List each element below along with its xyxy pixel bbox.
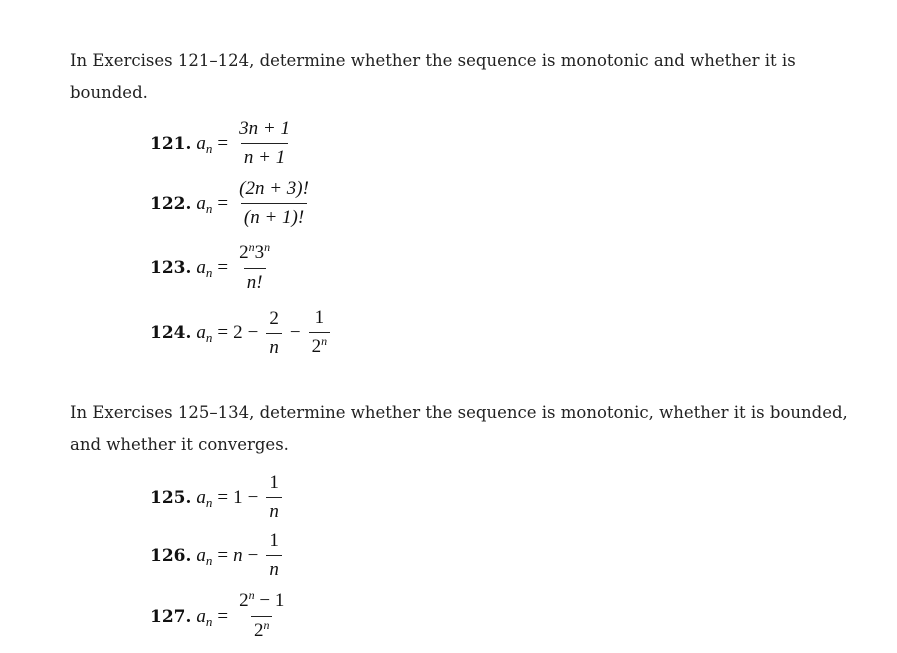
minus-sign: −: [247, 322, 259, 343]
formula: [196, 590, 290, 643]
exercise-121: [150, 118, 296, 169]
denominator: (n + 1)!: [241, 203, 307, 229]
minus-sign: −: [247, 544, 259, 566]
exercise-number: 124.: [150, 323, 192, 343]
numerator: 1: [269, 472, 279, 493]
equals-sign: =: [217, 544, 229, 566]
equals-sign: =: [217, 605, 229, 627]
minus-sign: −: [289, 322, 301, 343]
formula: [196, 178, 315, 229]
section-intro-125-134: In Exercises 125–134, determine whether the sequence is monotonic, whether it is bounded, and whether it converges.: [70, 402, 848, 454]
sequence-var: a: [196, 192, 206, 214]
exercise-123: [150, 242, 276, 294]
sequence-index: n: [205, 200, 213, 216]
denominator-base: 2: [253, 620, 264, 641]
exercise-number: 123.: [150, 258, 192, 278]
fraction: [309, 307, 331, 359]
exercise-number: 125.: [150, 487, 192, 508]
denominator-exp: n: [263, 618, 270, 632]
exercise-124: [150, 307, 333, 359]
sequence-var: a: [196, 544, 206, 566]
denominator: [309, 332, 331, 359]
fraction: [266, 530, 282, 581]
exercise-number: 126.: [150, 545, 192, 566]
fraction: [236, 118, 293, 169]
fraction: [266, 472, 282, 523]
sequence-var: a: [196, 486, 206, 508]
denominator: n: [266, 555, 282, 581]
denominator: [251, 616, 273, 643]
formula: [196, 307, 333, 359]
exercise-127: [150, 590, 290, 643]
numerator: 2: [269, 307, 279, 329]
exercise-number: 121.: [150, 133, 192, 154]
sequence-var: a: [196, 132, 206, 154]
formula: [196, 118, 296, 169]
sequence-index: n: [205, 494, 213, 510]
sequence-var: a: [196, 257, 206, 278]
formula: [196, 530, 284, 581]
sequence-index: n: [205, 330, 213, 345]
numerator-exp: n: [248, 588, 255, 602]
formula: [196, 472, 284, 523]
equals-sign: =: [217, 486, 229, 508]
equals-sign: =: [217, 132, 229, 154]
numerator-exp-a: n: [248, 240, 255, 254]
minus-sign: −: [247, 486, 259, 508]
denominator-exp: n: [321, 334, 328, 348]
numerator-base: 2: [239, 590, 249, 611]
denominator: n + 1: [241, 143, 288, 169]
denominator: n: [266, 497, 282, 523]
exercise-number: 127.: [150, 606, 192, 627]
numerator: (2n + 3)!: [239, 178, 309, 199]
numerator: [236, 242, 273, 268]
denominator: n!: [244, 268, 266, 294]
sequence-index: n: [205, 140, 213, 156]
sequence-var: a: [196, 322, 206, 343]
exercise-126: [150, 530, 285, 581]
numerator: 1: [269, 530, 279, 551]
sequence-index: n: [205, 552, 213, 568]
leading-term: 2: [233, 322, 243, 343]
numerator-tail: − 1: [254, 590, 285, 611]
fraction: [266, 308, 282, 359]
sequence-index: n: [205, 613, 213, 629]
exercise-122: [150, 178, 315, 229]
equals-sign: =: [217, 322, 229, 343]
leading-term: 1: [233, 486, 243, 508]
numerator-base-b: 3: [254, 242, 265, 263]
formula: [196, 242, 276, 294]
exercise-125: [150, 472, 285, 523]
sequence-index: n: [205, 265, 213, 280]
numerator: [236, 590, 287, 616]
numerator-exp-b: n: [264, 240, 271, 254]
denominator: n: [266, 333, 282, 359]
numerator: 3n + 1: [239, 118, 290, 139]
leading-term: n: [233, 544, 243, 566]
fraction: [236, 178, 312, 229]
sequence-var: a: [196, 605, 206, 627]
fraction: [236, 590, 287, 643]
denominator-base: 2: [311, 336, 322, 357]
section-intro-121-124: In Exercises 121–124, determine whether the sequence is monotonic and whether it is bounded.: [70, 50, 796, 102]
numerator-base-a: 2: [239, 242, 249, 263]
numerator: 1: [314, 307, 325, 328]
equals-sign: =: [217, 257, 229, 278]
fraction: [236, 242, 273, 294]
exercise-number: 122.: [150, 193, 192, 214]
equals-sign: =: [217, 192, 229, 214]
